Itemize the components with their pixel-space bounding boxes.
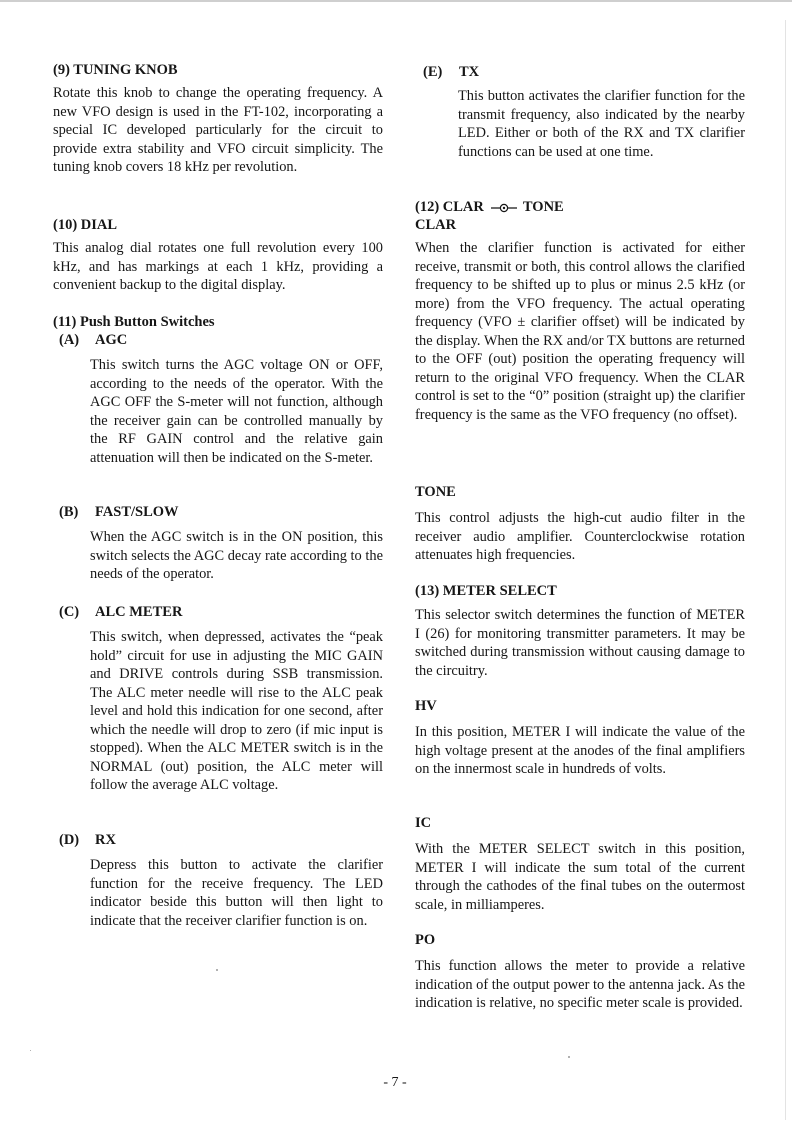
subsection-d-rx — [53, 831, 383, 930]
clar-tone-concentric-icon — [491, 203, 517, 213]
hv-body: In this position, METER I will indicate the value of the high voltage present at the anodes of the final amplifiers on the innermost scale in hundreds of volts. — [415, 724, 745, 777]
section-9-title: (9) TUNING KNOB — [53, 62, 178, 78]
subsection-c-title: ALC METER — [95, 604, 183, 620]
section-13-title: (13) METER SELECT — [415, 583, 557, 599]
section-12-title — [415, 198, 745, 216]
subsection-c-alc-meter — [53, 603, 383, 795]
scan-speck — [216, 969, 218, 971]
hv-subsection — [415, 697, 745, 779]
subsection-e-title: TX — [459, 64, 480, 80]
subsection-a-label: (A) — [59, 332, 80, 348]
section-12 — [415, 198, 745, 424]
scan-speck — [30, 1050, 31, 1051]
section-10-title: (10) DIAL — [53, 217, 118, 233]
subsection-b-body: When the AGC switch is in the ON position, this switch selects the AGC decay rate according to the needs of the operator. — [90, 529, 383, 582]
subsection-c-label: (C) — [59, 604, 80, 620]
page-number: - 7 - — [383, 1075, 407, 1090]
hv-subheading: HV — [415, 698, 437, 714]
subsection-d-body: Depress this button to activate the clarifier function for the receive frequency. The LED indicator beside this button will then light to indicate that the receiver clarifier function is on. — [90, 857, 383, 929]
ic-subheading: IC — [415, 815, 432, 831]
tone-subsection — [415, 483, 745, 565]
subsection-d-title: RX — [95, 832, 116, 848]
section-10-body: This analog dial rotates one full revolution every 100 kHz, and has markings at each 1 kHz, providing a convenient backup to the digital display. — [53, 240, 383, 293]
section-13-body: This selector switch determines the function of METER I (26) for monitoring transmitter parameters. It may be switched during transmission without causing damage to the circuitry. — [415, 607, 745, 679]
subsection-a-body: This switch turns the AGC voltage ON or OFF, according to the needs of the operator. With the AGC OFF the S-meter will not function, although the receiver gain can be controlled manually by the RF GAIN control and the relative gain attenuation will then be indicated on the S-meter. — [90, 357, 383, 466]
tone-body: This control adjusts the high-cut audio filter in the receiver audio amplifier. Counterclockwise rotation attenuates high frequencies. — [415, 510, 745, 563]
section-13 — [415, 582, 745, 680]
subsection-b-label: (B) — [59, 504, 79, 520]
section-9 — [53, 61, 383, 177]
subsection-e-tx — [415, 63, 745, 161]
subsection-a-title: AGC — [95, 332, 128, 348]
subsection-e-label: (E) — [423, 64, 443, 80]
po-subheading: PO — [415, 932, 436, 948]
section-12-title-tone: TONE — [522, 199, 564, 215]
po-subsection — [415, 931, 745, 1013]
tone-subheading: TONE — [415, 484, 456, 500]
clar-subheading: CLAR — [415, 217, 457, 233]
section-11-title: (11) Push Button Switches — [53, 314, 215, 330]
ic-subsection — [415, 814, 745, 914]
subsection-b-title: FAST/SLOW — [95, 504, 179, 520]
scan-edge-top — [0, 0, 792, 2]
scan-speck — [568, 1056, 570, 1058]
subsection-d-label: (D) — [59, 832, 80, 848]
subsection-c-body: This switch, when depressed, activates the “peak hold” circuit for use in adjusting the MIC GAIN and DRIVE controls during SSB transmission. The ALC meter needle will rise to the ALC peak level and hold this indication for one second, after which the needle will drop to zero (if mic input is stopped). When the ALC METER switch is in the NORMAL (out) position, the ALC meter will follow the average ALC voltage. — [90, 629, 383, 793]
subsection-a-agc — [53, 331, 383, 467]
ic-body: With the METER SELECT switch in this position, METER I will indicate the sum total of the current through the cathodes of the final tubes on the outermost scale, in milliamperes. — [415, 841, 745, 913]
subsection-e-body: This button activates the clarifier function for the transmit frequency, also indicated by the nearby LED. Either or both of the RX and TX clarifier functions can be used at one time. — [458, 88, 745, 160]
section-11 — [53, 313, 383, 331]
scan-edge-right — [785, 20, 786, 1120]
section-9-body: Rotate this knob to change the operating frequency. A new VFO design is used in the FT-102, incorporating a special IC developed particularly for the circuit to provide extra stability and VFO circuit simplicity. The tuning knob covers 18 kHz per revolution. — [53, 85, 383, 175]
clar-body: When the clarifier function is activated for either receive, transmit or both, this control allows the clarified frequency to be shifted up to plus or minus 2.5 kHz (or more) from the VFO frequency. The actual operating frequency (VFO ± clarifier offset) will be indicated by the display. When the RX and/or TX buttons are returned to the OFF (out) position the operating frequency will return to the original VFO frequency. When the CLAR control is set to the “0” position (straight up) the clarifier frequency is the same as the VFO frequency (no offset). — [415, 240, 745, 423]
section-10 — [53, 216, 383, 295]
section-12-title-clar: (12) CLAR — [415, 199, 484, 215]
po-body: This function allows the meter to provide a relative indication of the output power to the antenna jack. As the indication is relative, no specific meter scale is provided. — [415, 958, 745, 1011]
subsection-b-fast-slow — [53, 503, 383, 584]
